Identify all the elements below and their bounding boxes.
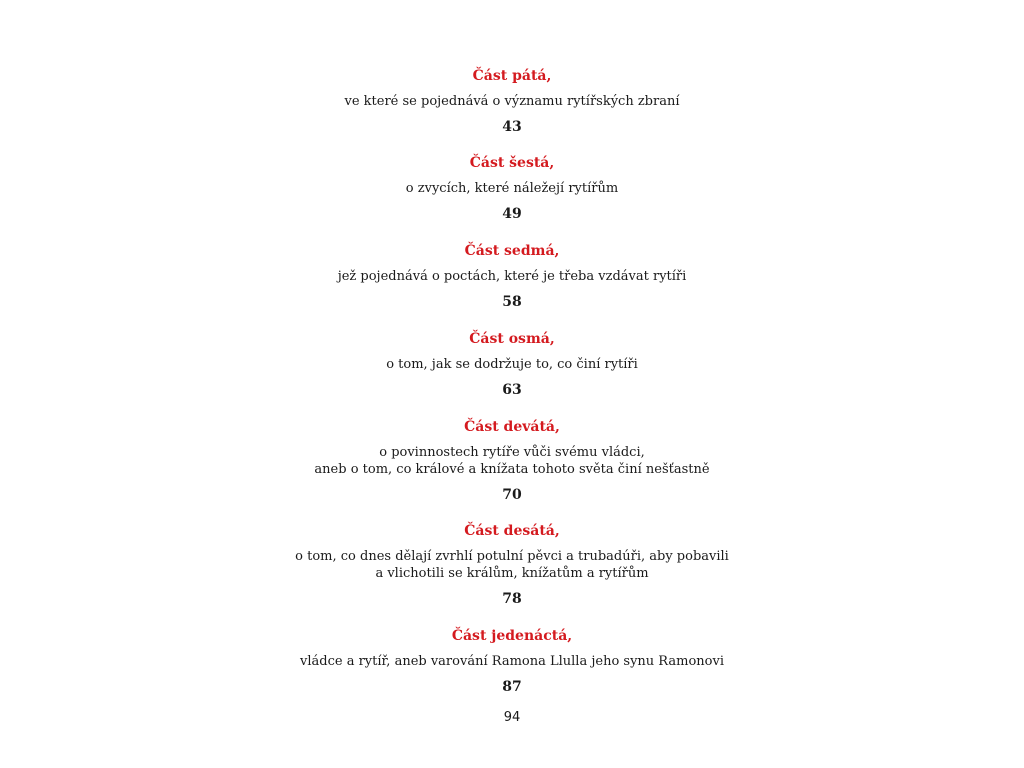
- toc-entry-part-8: [0, 330, 1024, 399]
- toc-entry-description-line: o tom, jak se dodržuje to, co činí rytíři: [386, 357, 638, 372]
- toc-entry-part-7: [0, 242, 1024, 311]
- toc-entry-description-line: ve které se pojednává o významu rytířských zbraní: [344, 94, 680, 109]
- toc-entry-heading: Část sedmá,: [464, 243, 560, 259]
- toc-entry-description-line: a vlichotili se králům, knížatům a rytířům: [375, 566, 649, 581]
- toc-entry-description: [0, 180, 1024, 197]
- toc-entry-part-5: [0, 67, 1024, 136]
- toc-entry-page-number: 49: [502, 206, 522, 222]
- toc-entry-part-6: [0, 154, 1024, 223]
- toc-entry-description-line: jež pojednává o poctách, které je třeba vzdávat rytíři: [337, 269, 687, 284]
- toc-entry-page-number: 58: [502, 294, 522, 310]
- toc-entry-page-number: 87: [502, 679, 522, 695]
- toc-entry-description: [0, 548, 1024, 582]
- toc-entry-description-line: vládce a rytíř, aneb varování Ramona Llulla jeho synu Ramonovi: [300, 654, 724, 669]
- toc-entry-part-9: [0, 418, 1024, 504]
- toc-entry-description: [0, 268, 1024, 285]
- toc-entry-part-10: [0, 522, 1024, 608]
- toc-entry-description: [0, 653, 1024, 670]
- toc-entry-page-number: 43: [502, 119, 522, 135]
- toc-entry-description-line: o zvycích, které náležejí rytířům: [405, 181, 619, 196]
- toc-entry-page-number: 70: [502, 487, 522, 503]
- toc-entry-description-line: o povinnostech rytíře vůči svému vládci,: [379, 445, 645, 460]
- toc-entry-description: [0, 444, 1024, 478]
- toc-entry-description-line: o tom, co dnes dělají zvrhlí potulní pěvci a trubadúři, aby pobavili: [295, 549, 729, 564]
- toc-entry-page-number: 63: [502, 382, 522, 398]
- toc-entry-heading: Část pátá,: [472, 68, 552, 84]
- page-folio-number: 94: [503, 710, 521, 725]
- toc-entry-heading: Část devátá,: [464, 419, 560, 435]
- toc-entry-heading: Část šestá,: [469, 155, 555, 171]
- toc-entry-heading: Část osmá,: [469, 331, 555, 347]
- toc-entry-description-line: aneb o tom, co králové a knížata tohoto světa činí nešťastně: [314, 462, 710, 477]
- toc-entry-heading: Část desátá,: [464, 523, 560, 539]
- toc-entry-part-11: [0, 627, 1024, 696]
- toc-entry-description: [0, 93, 1024, 110]
- toc-entry-page-number: 78: [502, 591, 522, 607]
- toc-entry-heading: Část jedenáctá,: [451, 628, 573, 644]
- toc-entry-description: [0, 356, 1024, 373]
